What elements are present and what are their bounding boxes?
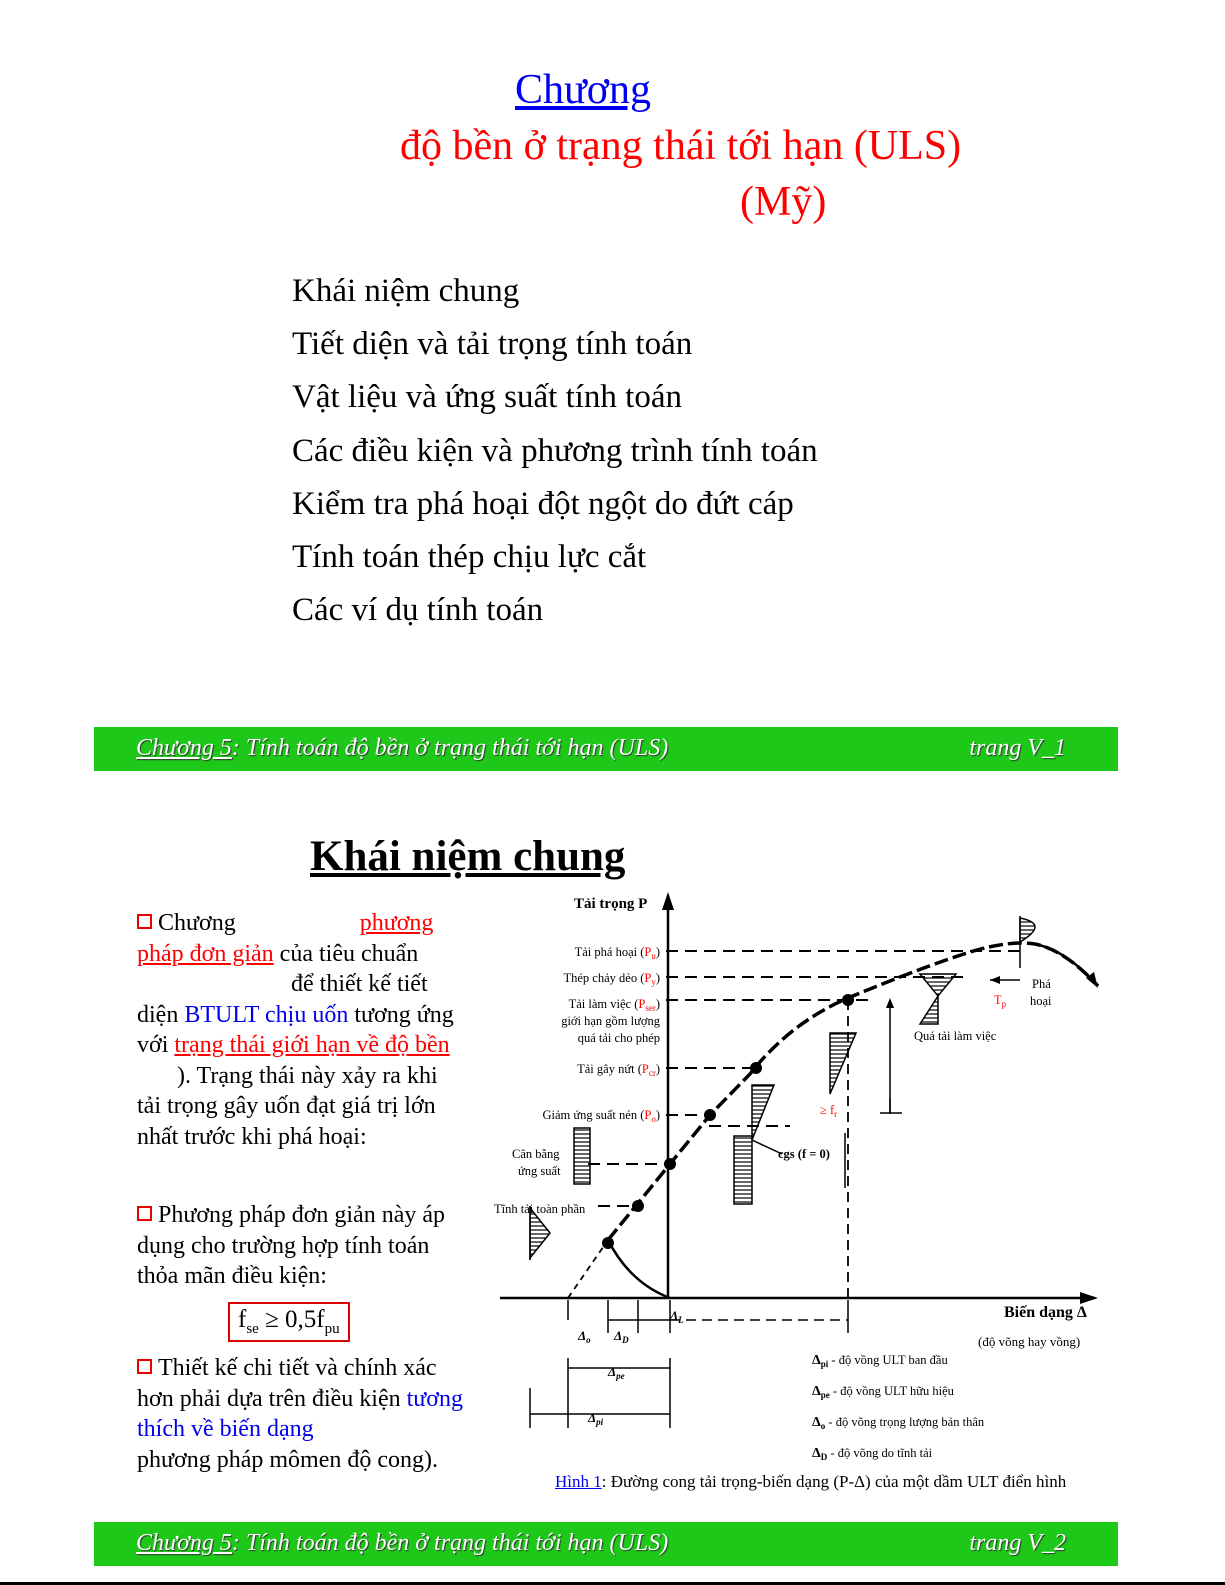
- para-text: của tiêu chuẩn: [273, 940, 419, 967]
- paragraph-1: [137, 908, 467, 1152]
- label-pcr: Tải gây nứt $(P_{cr})$: [577, 1062, 660, 1078]
- legend-item: $\Delta_{pe}$ - độ vồng ULT hữu hiệu: [812, 1384, 954, 1400]
- slide2-footer: [94, 1522, 1118, 1566]
- label-overload: Quá tải làm việc: [914, 1029, 997, 1043]
- load-deflection-figure: [490, 888, 1110, 1470]
- figure-caption: [555, 1472, 1066, 1492]
- label-failure-1: Phá: [1032, 977, 1051, 991]
- simple-method-link[interactable]: phương pháp đơn giản: [137, 910, 434, 967]
- table-of-contents: [292, 265, 818, 637]
- label-pu: Tải phá hoại $(P_u)$: [574, 945, 660, 961]
- footer-chapter-title: : Tính toán độ bền ở trạng thái tới hạn (ULS): [231, 735, 669, 761]
- toc-item: Kiểm tra phá hoại đột ngột do đứt cáp: [292, 485, 794, 522]
- slide1-footer: [94, 727, 1118, 771]
- legend-item: $\Delta_o$ - độ võng trọng lượng bản thân: [812, 1415, 985, 1431]
- x-axis-label: Biến dạng Δ: [1004, 1304, 1087, 1321]
- para-text: Phương pháp đơn giản này áp dụng cho trường hợp tính toán thỏa mãn điều kiện:: [137, 1202, 446, 1289]
- para-text: Chương: [158, 910, 236, 936]
- paragraph-3: [137, 1353, 467, 1475]
- toc-item: Các ví dụ tính toán: [292, 592, 544, 629]
- label-delta-o: $\Delta_o$: [578, 1328, 591, 1345]
- label-po: Giảm ứng suất nén $(P_o)$: [542, 1108, 660, 1124]
- figure-legend: [812, 1353, 985, 1462]
- footer-chapter-title: : Tính toán độ bền ở trạng thái tới hạn (ULS): [231, 1530, 669, 1556]
- caption-text: : Đường cong tải trọng-biến dạng (P-Δ) của một dầm ULT điển hình: [601, 1472, 1067, 1491]
- label-tp: $T_p$: [994, 993, 1007, 1009]
- footer-chapter-link[interactable]: Chương 5: [136, 735, 232, 761]
- footer-chapter-link[interactable]: Chương 5: [136, 1530, 232, 1556]
- label-delta-l: $\Delta_L$: [670, 1308, 684, 1325]
- label-py: Thép chảy dẻo $(P_y)$: [563, 971, 660, 987]
- label-fr: ≥ $f_r$: [820, 1103, 838, 1119]
- label-pser-2: giới hạn gồm lượng: [561, 1014, 660, 1028]
- slide1-title-line1[interactable]: Chương: [515, 67, 651, 113]
- label-cgs: cgs (f = 0): [778, 1147, 830, 1161]
- toc-item: Tiết diện và tải trọng tính toán: [292, 326, 693, 363]
- para-text: Thiết kế chi tiết và chính xác hơn phải dựa trên điều kiện: [137, 1355, 437, 1412]
- y-axis-label: Tải trọng P: [574, 896, 648, 912]
- condition-formula: $f_{se} \ge 0,5f_{pu}$: [228, 1302, 350, 1342]
- toc-item: Vật liệu và ứng suất tính toán: [292, 379, 682, 416]
- para-text: để thiết kế tiết diện: [137, 971, 428, 1028]
- x-axis-note: (độ võng hay vồng): [978, 1334, 1081, 1349]
- para-text: phương pháp mômen độ cong).: [137, 1446, 438, 1473]
- label-delta-pe: $\Delta_{pe}$: [608, 1364, 625, 1381]
- slide1-title-line2: độ bền ở trạng thái tới hạn (ULS): [400, 123, 962, 169]
- section-title: Khái niệm chung: [310, 833, 626, 880]
- load-deflection-curve: [608, 943, 1098, 1240]
- footer-page-number: trang V_2: [969, 1530, 1066, 1556]
- label-delta-d: $\Delta_D$: [614, 1328, 629, 1345]
- footer-chapter: [136, 735, 668, 762]
- footer-chapter: [136, 1530, 668, 1557]
- label-dead-load: Tĩnh tải toàn phần: [494, 1202, 586, 1216]
- label-balance-1: Cân bằng: [512, 1147, 560, 1161]
- checkbox-bullet-icon: [137, 1359, 152, 1374]
- toc-item: Các điều kiện và phương trình tính toán: [292, 432, 818, 469]
- label-pser-3: quá tải cho phép: [577, 1031, 660, 1045]
- strain-compat-term: tương thích về biến dạng: [137, 1385, 463, 1442]
- label-pser: Tải làm việc $(P_{ser})$: [568, 997, 660, 1013]
- label-delta-pi: $\Delta_{pi}$: [588, 1410, 604, 1427]
- checkbox-bullet-icon: [137, 914, 152, 929]
- label-balance-2: ứng suất: [518, 1164, 561, 1178]
- legend-item: $\Delta_{pi}$ - độ vồng ULT ban đầu: [812, 1353, 948, 1369]
- para-text: ). Trạng thái này xảy ra khi tải trọng gây uốn đạt giá trị lớn nhất trước khi phá hoại:: [137, 1062, 438, 1150]
- legend-item: $\Delta_D$ - độ võng do tĩnh tải: [812, 1446, 933, 1462]
- btult-term: BTULT chịu uốn: [184, 1001, 349, 1028]
- figure-link[interactable]: Hình 1: [555, 1472, 602, 1491]
- limit-state-link[interactable]: trạng thái giới hạn về độ bền: [174, 1032, 450, 1058]
- toc-item: Khái niệm chung: [292, 273, 520, 309]
- checkbox-bullet-icon: [137, 1206, 152, 1221]
- toc-item: Tính toán thép chịu lực cắt: [292, 539, 647, 576]
- slide1-title-line3: (Mỹ): [740, 179, 827, 225]
- para-text: tương ứng với: [137, 1001, 454, 1058]
- label-failure-2: hoại: [1030, 994, 1052, 1008]
- paragraph-2: [137, 1200, 467, 1292]
- footer-page-number: trang V_1: [969, 735, 1066, 761]
